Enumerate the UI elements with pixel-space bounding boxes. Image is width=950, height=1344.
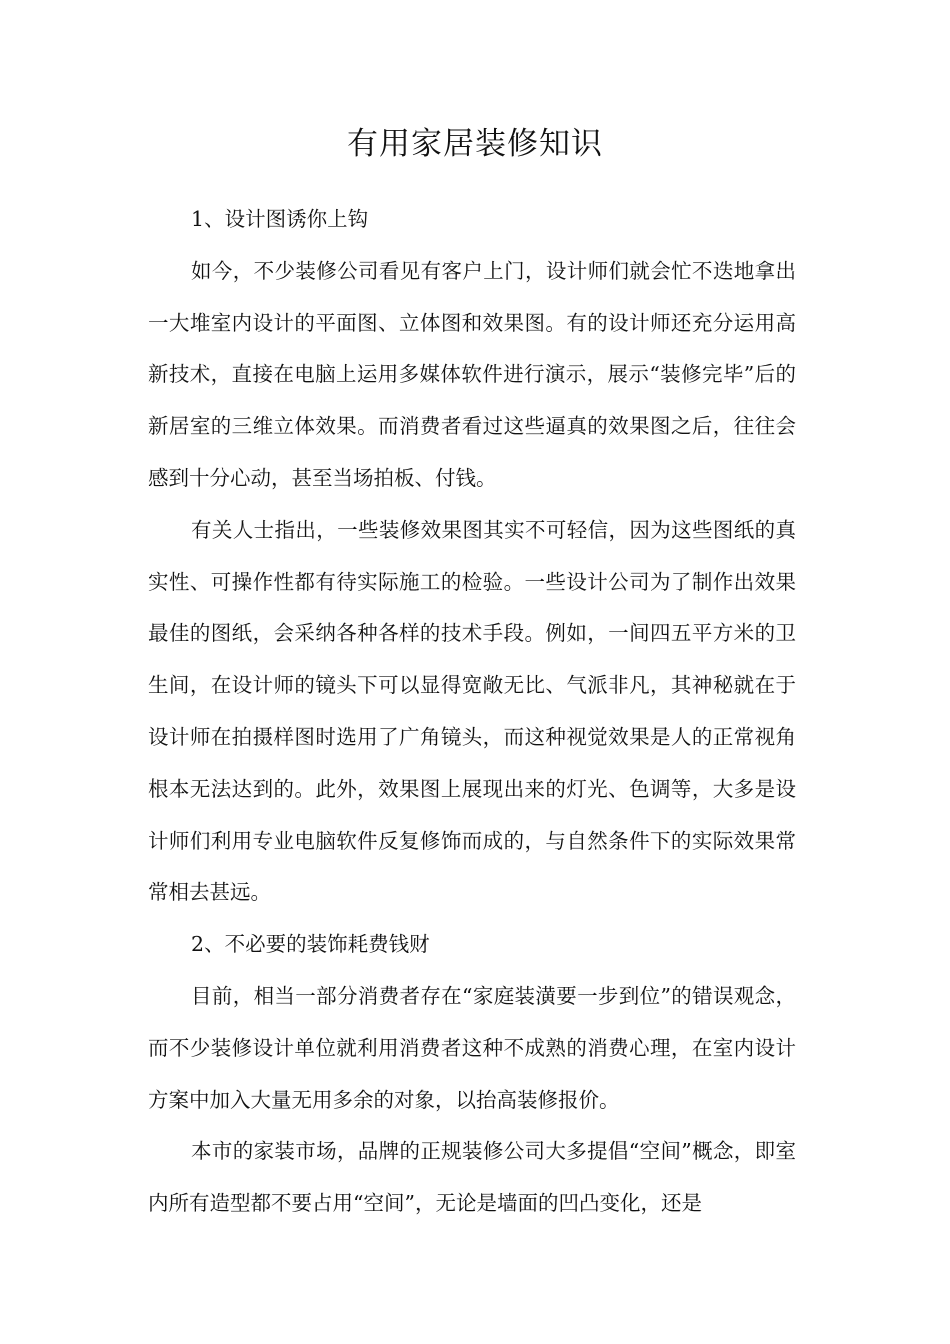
paragraph-space-concept: 本市的家装市场，品牌的正规装修公司大多提倡“空间”概念，即室内所有造型都不要占用“空间”，无论是墙面的凹凸变化，还是	[148, 1139, 796, 1216]
paragraph-design-drawings: 如今，不少装修公司看见有客户上门，设计师们就会忙不迭地拿出一大堆室内设计的平面图、立体图和效果图。有的设计师还充分运用高新技术，直接在电脑上运用多媒体软件进行演示，展示“装修完毕”后的新居室的三维立体效果。而消费者看过这些逼真的效果图之后，往往会感到十分心动，甚至当场拍板、付钱。	[148, 258, 796, 490]
paragraph-expert-warning: 有关人士指出，一些装修效果图其实不可轻信，因为这些图纸的真实性、可操作性都有待实际施工的检验。一些设计公司为了制作出效果最佳的图纸，会采纳各种各样的技术手段。例如，一间四五平方米的卫生间，在设计师的镜头下可以显得宽敞无比、气派非凡，其神秘就在于设计师在拍摄样图时选用了广角镜头，而这种视觉效果是人的正常视角根本无法达到的。此外，效果图上展现出来的灯光、色调等，大多是设计师们利用专业电脑软件反复修饰而成的，与自然条件下的实际效果常常相去甚远。	[148, 517, 796, 905]
section-heading-1: 1、设计图诱你上钩	[191, 207, 369, 231]
document-title: 有用家居装修知识	[347, 126, 603, 162]
document-body	[148, 194, 796, 1230]
section-heading-2: 2、不必要的装饰耗费钱财	[191, 932, 430, 957]
paragraph-unnecessary-decoration: 目前，相当一部分消费者存在“家庭装潢要一步到位”的错误观念，而不少装修设计单位就利用消费者这种不成熟的消费心理，在室内设计方案中加入大量无用多余的对象，以抬高装修报价。	[148, 983, 796, 1112]
